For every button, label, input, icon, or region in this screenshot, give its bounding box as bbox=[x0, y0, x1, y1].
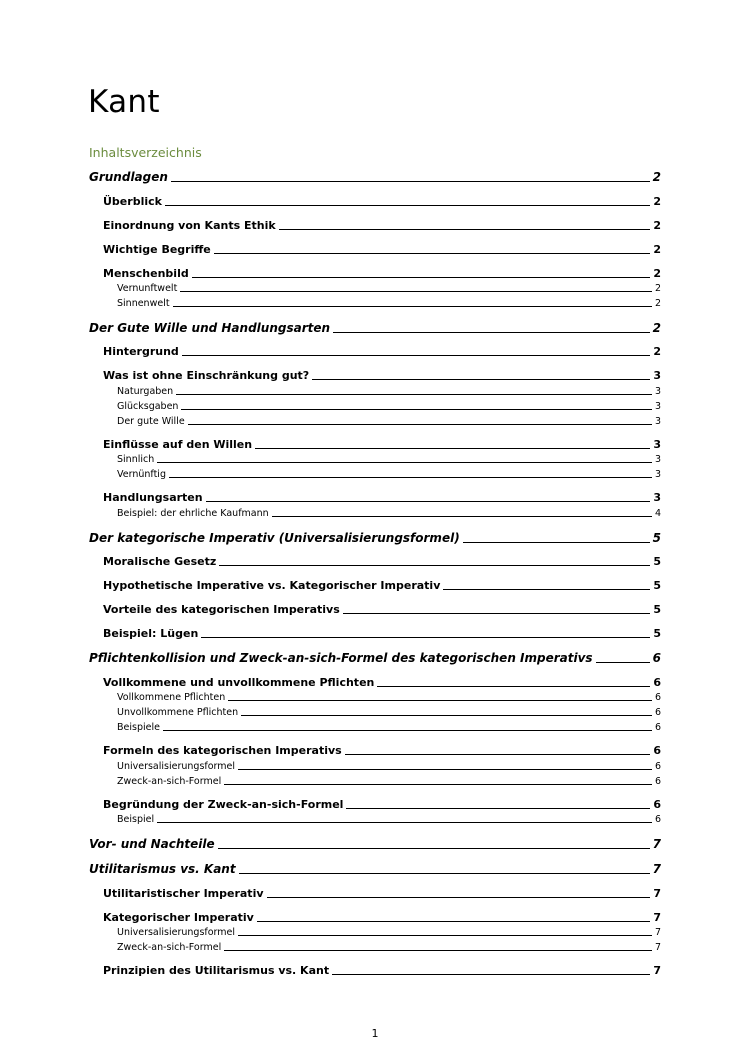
toc-entry-label: Beispiele bbox=[117, 722, 160, 733]
toc-entry-label: Sinnenwelt bbox=[117, 298, 170, 309]
toc-entry-label: Was ist ohne Einschränkung gut? bbox=[103, 369, 310, 382]
toc-entry[interactable] bbox=[89, 813, 661, 826]
toc-leader-line bbox=[346, 808, 650, 809]
toc-entry-page: 3 bbox=[654, 469, 661, 480]
toc-leader-line bbox=[192, 277, 651, 278]
toc-entry-page: 3 bbox=[654, 416, 661, 427]
toc-entry[interactable] bbox=[89, 836, 661, 852]
toc-entry-label: Unvollkommene Pflichten bbox=[117, 707, 239, 718]
toc-entry-page: 7 bbox=[653, 887, 661, 900]
toc-entry-label: Der Gute Wille und Handlungsarten bbox=[89, 321, 331, 335]
toc-entry-page: 7 bbox=[653, 911, 661, 924]
toc-entry-label: Universalisierungsformel bbox=[117, 761, 236, 772]
toc-entry[interactable] bbox=[89, 760, 661, 773]
toc-leader-line bbox=[463, 542, 650, 543]
toc-leader-line bbox=[165, 205, 650, 206]
toc-entry-label: Prinzipien des Utilitarismus vs. Kant bbox=[103, 964, 330, 977]
toc-entry-label: Vor- und Nachteile bbox=[89, 837, 215, 851]
toc-entry[interactable] bbox=[89, 266, 661, 281]
toc-entry[interactable] bbox=[89, 578, 661, 593]
toc-leader-line bbox=[272, 516, 652, 517]
toc-entry-label: Beispiel bbox=[117, 814, 155, 825]
toc-entry[interactable] bbox=[89, 194, 661, 209]
toc-entry-page: 2 bbox=[653, 195, 661, 208]
toc-leader-line bbox=[157, 462, 652, 463]
toc-entry[interactable] bbox=[89, 721, 661, 734]
toc-entry[interactable] bbox=[89, 385, 661, 398]
toc-entry-page: 3 bbox=[654, 454, 661, 465]
toc-entry-page: 4 bbox=[654, 508, 661, 519]
toc-entry-label: Handlungsarten bbox=[103, 491, 203, 504]
toc-entry-label: Vollkommene und unvollkommene Pflichten bbox=[103, 676, 375, 689]
toc-entry-label: Moralische Gesetz bbox=[103, 555, 217, 568]
toc-entry-label: Kategorischer Imperativ bbox=[103, 911, 254, 924]
toc-entry-page: 2 bbox=[653, 267, 661, 280]
toc-entry-page: 6 bbox=[654, 707, 661, 718]
toc-entry[interactable] bbox=[89, 437, 661, 452]
toc-leader-line bbox=[255, 448, 650, 449]
toc-entry-label: Beispiel: der ehrliche Kaufmann bbox=[117, 508, 269, 519]
page-number: 1 bbox=[371, 1027, 379, 1040]
toc-leader-line bbox=[241, 715, 652, 716]
toc-entry[interactable] bbox=[89, 242, 661, 257]
toc-entry[interactable] bbox=[89, 415, 661, 428]
toc-entry-page: 2 bbox=[653, 219, 661, 232]
toc-entry-label: Universalisierungsformel bbox=[117, 927, 236, 938]
toc-entry-page: 5 bbox=[653, 603, 661, 616]
toc-leader-line bbox=[163, 730, 652, 731]
toc-entry[interactable] bbox=[89, 910, 661, 925]
toc-leader-line bbox=[443, 589, 650, 590]
toc-entry[interactable] bbox=[89, 507, 661, 520]
toc-entry-page: 2 bbox=[652, 321, 661, 335]
toc-entry-label: Einflüsse auf den Willen bbox=[103, 438, 253, 451]
toc-entry[interactable] bbox=[89, 706, 661, 719]
toc-entry[interactable] bbox=[89, 602, 661, 617]
toc-entry-page: 2 bbox=[652, 170, 661, 184]
toc-entry-page: 5 bbox=[653, 579, 661, 592]
toc-entry-page: 3 bbox=[653, 369, 661, 382]
toc-entry[interactable] bbox=[89, 861, 661, 877]
toc-entry-label: Vernünftig bbox=[117, 469, 166, 480]
toc-entry[interactable] bbox=[89, 297, 661, 310]
toc-entry[interactable] bbox=[89, 963, 661, 978]
toc-entry-page: 2 bbox=[653, 243, 661, 256]
toc-entry-page: 6 bbox=[654, 761, 661, 772]
toc-entry[interactable] bbox=[89, 650, 661, 666]
toc-entry-page: 7 bbox=[654, 927, 661, 938]
toc-leader-line bbox=[239, 873, 650, 874]
toc-leader-line bbox=[267, 897, 651, 898]
toc-entry[interactable] bbox=[89, 675, 661, 690]
toc-entry-page: 3 bbox=[654, 401, 661, 412]
toc-leader-line bbox=[332, 974, 650, 975]
toc-entry-page: 6 bbox=[653, 744, 661, 757]
toc-entry-page: 2 bbox=[653, 345, 661, 358]
toc-entry[interactable] bbox=[89, 320, 661, 336]
toc-leader-line bbox=[345, 754, 651, 755]
toc-leader-line bbox=[596, 662, 650, 663]
toc-entry-page: 6 bbox=[654, 776, 661, 787]
toc-entry-label: Glücksgaben bbox=[117, 401, 179, 412]
toc-leader-line bbox=[214, 253, 651, 254]
toc-leader-line bbox=[333, 332, 650, 333]
toc-entry[interactable] bbox=[89, 775, 661, 788]
toc-leader-line bbox=[228, 700, 652, 701]
toc-leader-line bbox=[218, 848, 650, 849]
toc-entry-label: Wichtige Begriffe bbox=[103, 243, 211, 256]
toc-entry-page: 7 bbox=[652, 837, 661, 851]
toc-entry-label: Formeln des kategorischen Imperativs bbox=[103, 744, 342, 757]
toc-leader-line bbox=[257, 921, 651, 922]
toc-entry[interactable] bbox=[89, 941, 661, 954]
toc-leader-line bbox=[180, 291, 652, 292]
toc-entry-label: Hintergrund bbox=[103, 345, 179, 358]
toc-entry-page: 6 bbox=[654, 722, 661, 733]
toc-entry-page: 7 bbox=[653, 964, 661, 977]
toc-entry[interactable] bbox=[89, 453, 661, 466]
toc-entry-label: Sinnlich bbox=[117, 454, 155, 465]
toc-entry-label: Der kategorische Imperativ (Universalisierungsformel) bbox=[89, 531, 460, 545]
toc-entry[interactable] bbox=[89, 400, 661, 413]
toc-entry-label: Menschenbild bbox=[103, 267, 189, 280]
toc-leader-line bbox=[201, 637, 650, 638]
toc-leader-line bbox=[377, 686, 650, 687]
toc-leader-line bbox=[169, 477, 652, 478]
toc-entry-label: Zweck-an-sich-Formel bbox=[117, 776, 222, 787]
toc-entry-page: 6 bbox=[654, 814, 661, 825]
toc-leader-line bbox=[312, 379, 650, 380]
table-of-contents bbox=[89, 0, 661, 1000]
toc-leader-line bbox=[224, 950, 652, 951]
toc-entry-label: Begründung der Zweck-an-sich-Formel bbox=[103, 798, 344, 811]
toc-entry[interactable] bbox=[89, 169, 661, 185]
toc-entry-page: 7 bbox=[652, 862, 661, 876]
toc-entry-label: Pflichtenkollision und Zweck-an-sich-Formel des kategorischen Imperativs bbox=[89, 651, 593, 665]
toc-entry[interactable] bbox=[89, 468, 661, 481]
toc-entry-label: Naturgaben bbox=[117, 386, 174, 397]
toc-entry[interactable] bbox=[89, 218, 661, 233]
toc-entry-label: Zweck-an-sich-Formel bbox=[117, 942, 222, 953]
toc-entry-page: 3 bbox=[653, 438, 661, 451]
toc-leader-line bbox=[279, 229, 651, 230]
toc-entry-page: 3 bbox=[653, 491, 661, 504]
toc-entry[interactable] bbox=[89, 490, 661, 505]
toc-leader-line bbox=[206, 501, 651, 502]
toc-entry-label: Einordnung von Kants Ethik bbox=[103, 219, 276, 232]
toc-entry[interactable] bbox=[89, 344, 661, 359]
toc-entry-page: 2 bbox=[654, 298, 661, 309]
toc-heading: Inhaltsverzeichnis bbox=[89, 145, 202, 160]
toc-leader-line bbox=[173, 306, 652, 307]
toc-leader-line bbox=[224, 784, 652, 785]
toc-entry-label: Überblick bbox=[103, 195, 162, 208]
toc-leader-line bbox=[219, 565, 650, 566]
toc-entry-label: Vorteile des kategorischen Imperativs bbox=[103, 603, 340, 616]
toc-leader-line bbox=[238, 935, 652, 936]
toc-entry[interactable] bbox=[89, 886, 661, 901]
toc-entry-page: 5 bbox=[652, 531, 661, 545]
toc-entry[interactable] bbox=[89, 282, 661, 295]
toc-entry-label: Utilitaristischer Imperativ bbox=[103, 887, 264, 900]
toc-entry[interactable] bbox=[89, 926, 661, 939]
toc-entry-page: 6 bbox=[653, 676, 661, 689]
toc-entry[interactable] bbox=[89, 691, 661, 704]
toc-leader-line bbox=[238, 769, 652, 770]
toc-entry[interactable] bbox=[89, 797, 661, 812]
toc-entry-label: Beispiel: Lügen bbox=[103, 627, 199, 640]
toc-entry-label: Vollkommene Pflichten bbox=[117, 692, 226, 703]
toc-entry-page: 5 bbox=[653, 627, 661, 640]
toc-leader-line bbox=[176, 394, 652, 395]
toc-entry[interactable] bbox=[89, 626, 661, 641]
toc-entry-label: Grundlagen bbox=[89, 170, 168, 184]
toc-entry-label: Utilitarismus vs. Kant bbox=[89, 862, 236, 876]
toc-entry-page: 7 bbox=[654, 942, 661, 953]
toc-entry-page: 5 bbox=[653, 555, 661, 568]
toc-leader-line bbox=[181, 409, 652, 410]
toc-entry-label: Hypothetische Imperative vs. Kategorischer Imperativ bbox=[103, 579, 441, 592]
toc-entry[interactable] bbox=[89, 554, 661, 569]
toc-entry-page: 3 bbox=[654, 386, 661, 397]
toc-leader-line bbox=[171, 181, 650, 182]
toc-leader-line bbox=[188, 424, 652, 425]
toc-entry-page: 6 bbox=[652, 651, 661, 665]
toc-entry[interactable] bbox=[89, 530, 661, 546]
toc-leader-line bbox=[182, 355, 651, 356]
toc-leader-line bbox=[343, 613, 651, 614]
toc-entry[interactable] bbox=[89, 743, 661, 758]
page-title: Kant bbox=[88, 84, 160, 120]
toc-entry-label: Der gute Wille bbox=[117, 416, 185, 427]
toc-leader-line bbox=[157, 822, 652, 823]
toc-entry[interactable] bbox=[89, 368, 661, 383]
toc-entry-label: Vernunftwelt bbox=[117, 283, 178, 294]
toc-entry-page: 2 bbox=[654, 283, 661, 294]
toc-entry-page: 6 bbox=[654, 692, 661, 703]
toc-entry-page: 6 bbox=[653, 798, 661, 811]
